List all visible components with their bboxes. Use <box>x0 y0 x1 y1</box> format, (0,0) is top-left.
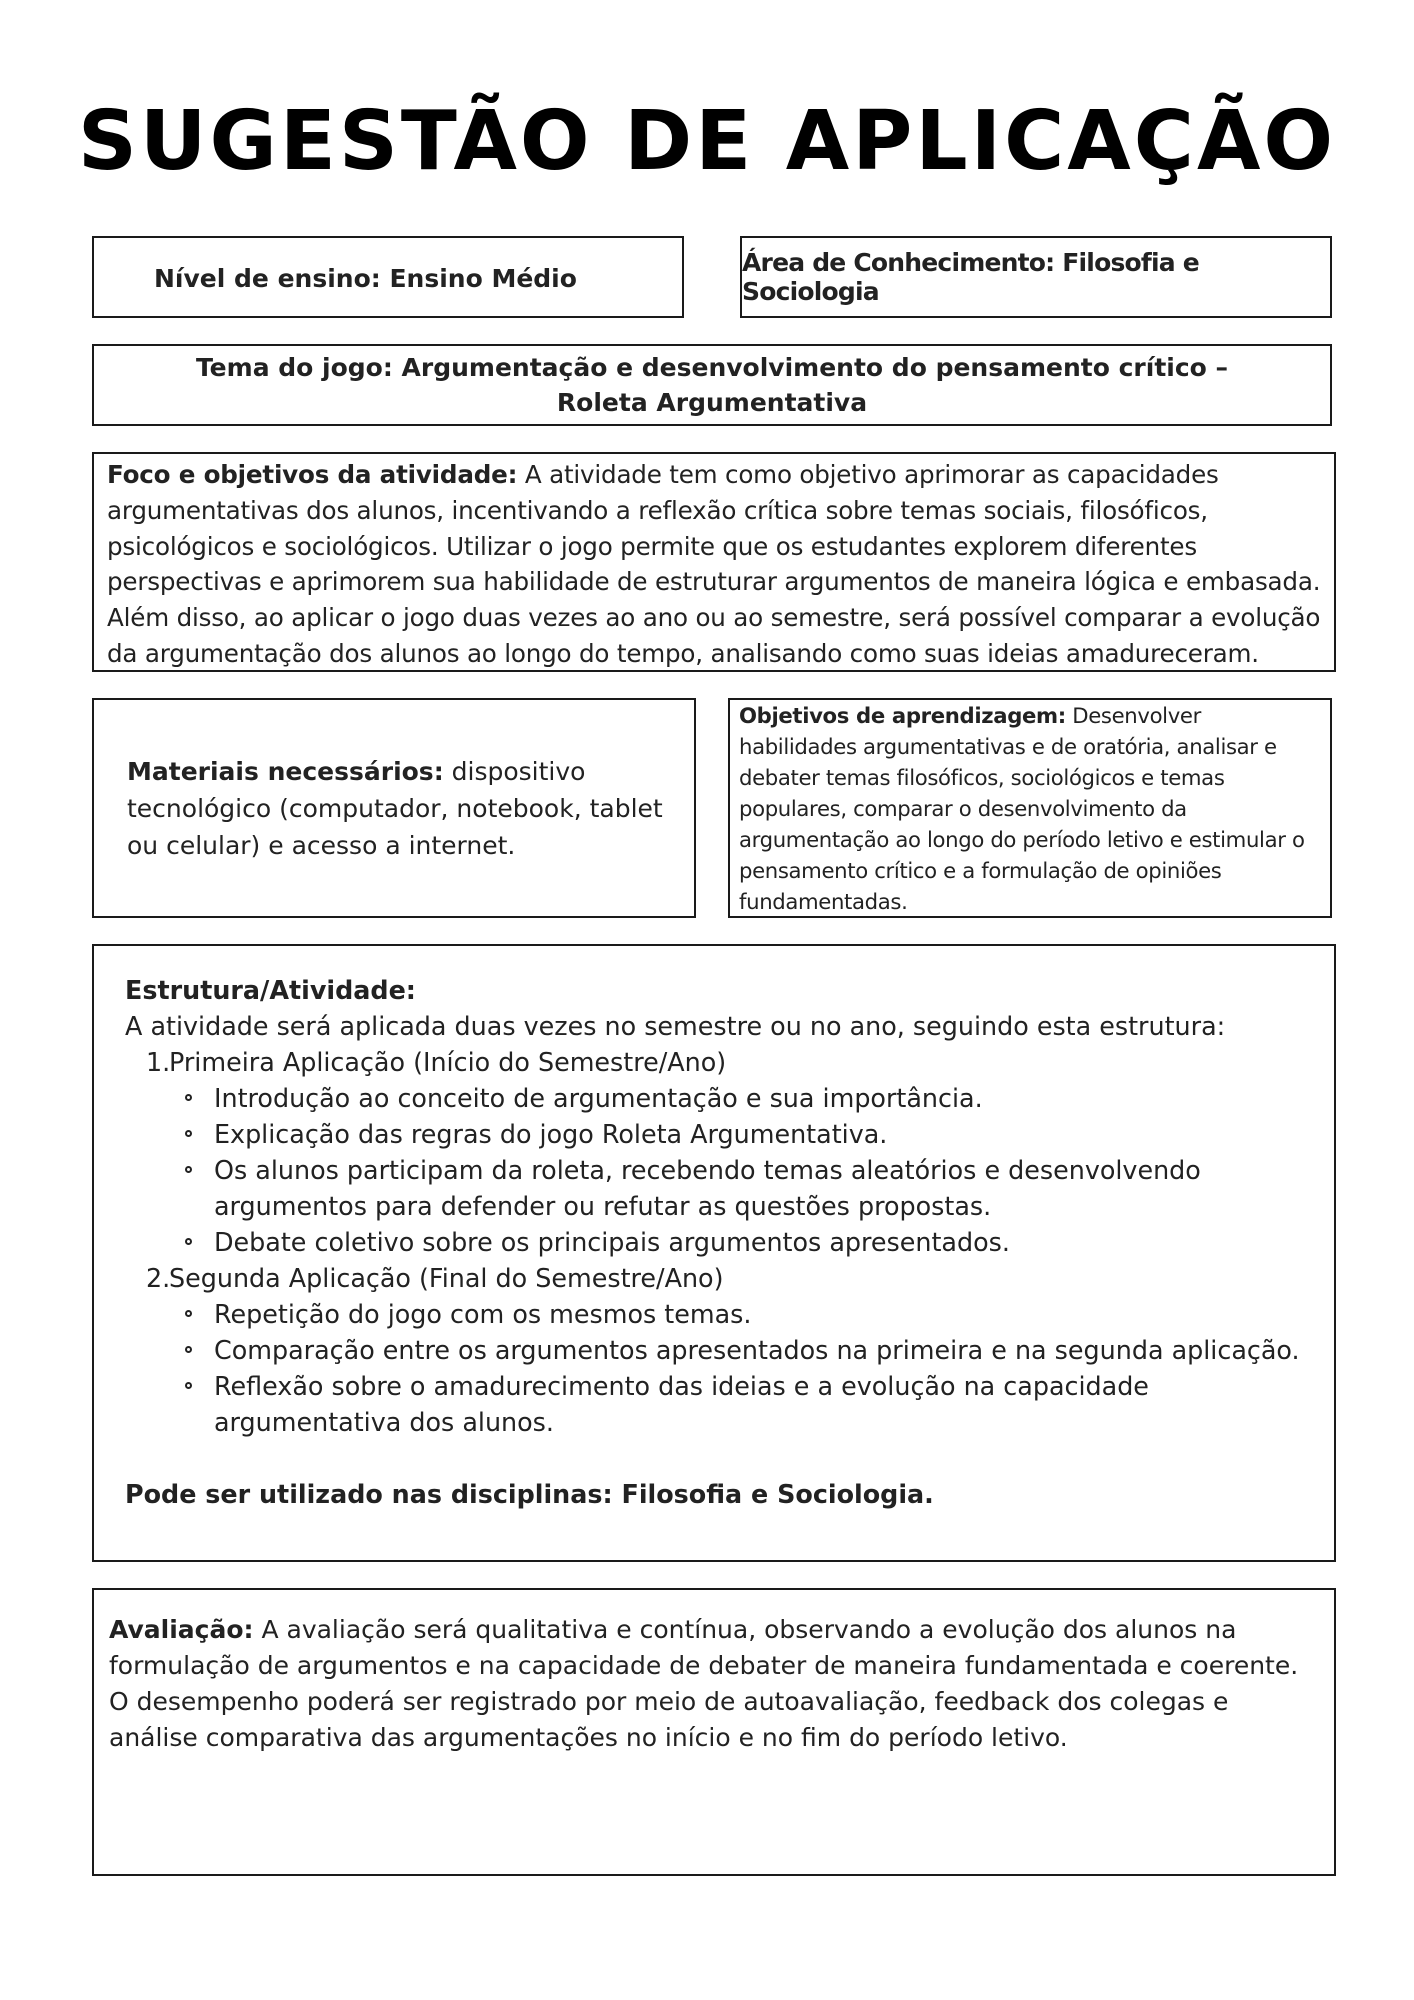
hollow-bullet-icon <box>185 1310 192 1317</box>
list-item: Introdução ao conceito de argumentação e sua importância. <box>125 1080 1314 1116</box>
avaliacao-text: A avaliação será qualitativa e contínua, observando a evolução dos alunos na formulação de argumentos e na capacidade de debater de maneira fundamentada e coerente. O desempenho poderá ser registrado por meio de autoavaliação, feedback dos colegas e análise comparativa das argumentações no início e no fim do período letivo. <box>109 1615 1299 1752</box>
hollow-bullet-icon <box>185 1166 192 1173</box>
aplicacao-2-bullets <box>125 1296 1314 1440</box>
materiais-label: Materiais necessários: <box>127 756 444 786</box>
aplicacao-number-2: 2. <box>146 1263 171 1293</box>
aplicacao-item-2 <box>125 1260 1314 1296</box>
area-conhecimento-box <box>740 236 1332 318</box>
estrutura-heading: Estrutura/Atividade: <box>125 975 416 1005</box>
materiais-text: dispositivo tecnológico (computador, notebook, tablet ou celular) e acesso a internet. <box>127 756 663 860</box>
aplicacoes-list-2 <box>125 1260 1314 1296</box>
nivel-ensino-box <box>92 236 684 318</box>
disciplinas-text: Pode ser utilizado nas disciplinas: Filosofia e Sociologia. <box>125 1479 934 1509</box>
foco-text: A atividade tem como objetivo aprimorar as capacidades argumentativas dos alunos, incentivando a reflexão crítica sobre temas sociais, filosóficos, psicológicos e sociológicos. Utilizar o jogo permite que os estudantes explorem diferentes perspectivas e aprimorem sua habilidade de estruturar argumentos de maneira lógica e embasada. Além disso, ao aplicar o jogo duas vezes ao ano ou ao semestre, será possível comparar a evolução da argumentação dos alunos ao longo do tempo, analisando como suas ideias amadureceram. <box>107 460 1321 668</box>
objetivos-text: Desenvolver habilidades argumentativas e de oratória, analisar e debater temas filosóficos, sociológicos e temas populares, comparar o desenvolvimento da argumentação ao longo do período letivo e estimular o pensamento crítico e a formulação de opiniões fundamentadas. <box>739 703 1305 914</box>
list-item: Reflexão sobre o amadurecimento das ideias e a evolução na capacidade argumentativa dos alunos. <box>125 1368 1314 1440</box>
avaliacao-box <box>92 1588 1336 1876</box>
hollow-bullet-icon <box>185 1238 192 1245</box>
foco-label: Foco e objetivos da atividade: <box>107 460 518 489</box>
page-title: SUGESTÃO DE APLICAÇÃO <box>77 94 1337 189</box>
hollow-bullet-icon <box>185 1130 192 1137</box>
aplicacao-item-1 <box>125 1044 1314 1080</box>
list-item: Debate coletivo sobre os principais argumentos apresentados. <box>125 1224 1314 1260</box>
avaliacao-label: Avaliação: <box>109 1615 254 1644</box>
materiais-box <box>92 698 696 918</box>
tema-jogo-text: Tema do jogo: Argumentação e desenvolvimento do pensamento crítico – Roleta Argumentativa <box>195 353 1229 417</box>
aplicacao-title-1: Primeira Aplicação (Início do Semestre/Ano) <box>169 1047 727 1077</box>
list-item: Comparação entre os argumentos apresentados na primeira e na segunda aplicação. <box>125 1332 1314 1368</box>
objetivos-aprendizagem-box <box>728 698 1332 918</box>
aplicacao-title-2: Segunda Aplicação (Final do Semestre/Ano) <box>169 1263 724 1293</box>
materiais-content <box>127 753 664 864</box>
hollow-bullet-icon <box>185 1382 192 1389</box>
estrutura-atividade-box <box>92 944 1336 1562</box>
hollow-bullet-icon <box>185 1346 192 1353</box>
foco-objetivos-box <box>92 452 1336 672</box>
aplicacao-1-bullets <box>125 1080 1314 1260</box>
aplicacoes-list <box>125 1044 1314 1080</box>
list-item: Repetição do jogo com os mesmos temas. <box>125 1296 1314 1332</box>
nivel-ensino-text: Nível de ensino: Ensino Médio <box>154 264 577 293</box>
tema-jogo-box <box>92 344 1332 426</box>
list-item: Os alunos participam da roleta, recebendo temas aleatórios e desenvolvendo argumentos para defender ou refutar as questões propostas. <box>125 1152 1314 1224</box>
area-conhecimento-text: Área de Conhecimento: Filosofia e Sociologia <box>742 248 1199 306</box>
hollow-bullet-icon <box>185 1094 192 1101</box>
objetivos-label: Objetivos de aprendizagem: <box>739 703 1066 728</box>
estrutura-intro: A atividade será aplicada duas vezes no semestre ou no ano, seguindo esta estrutura: <box>125 1011 1226 1041</box>
list-item: Explicação das regras do jogo Roleta Argumentativa. <box>125 1116 1314 1152</box>
spacer <box>125 1440 1314 1476</box>
aplicacao-number-1: 1. <box>146 1047 171 1077</box>
